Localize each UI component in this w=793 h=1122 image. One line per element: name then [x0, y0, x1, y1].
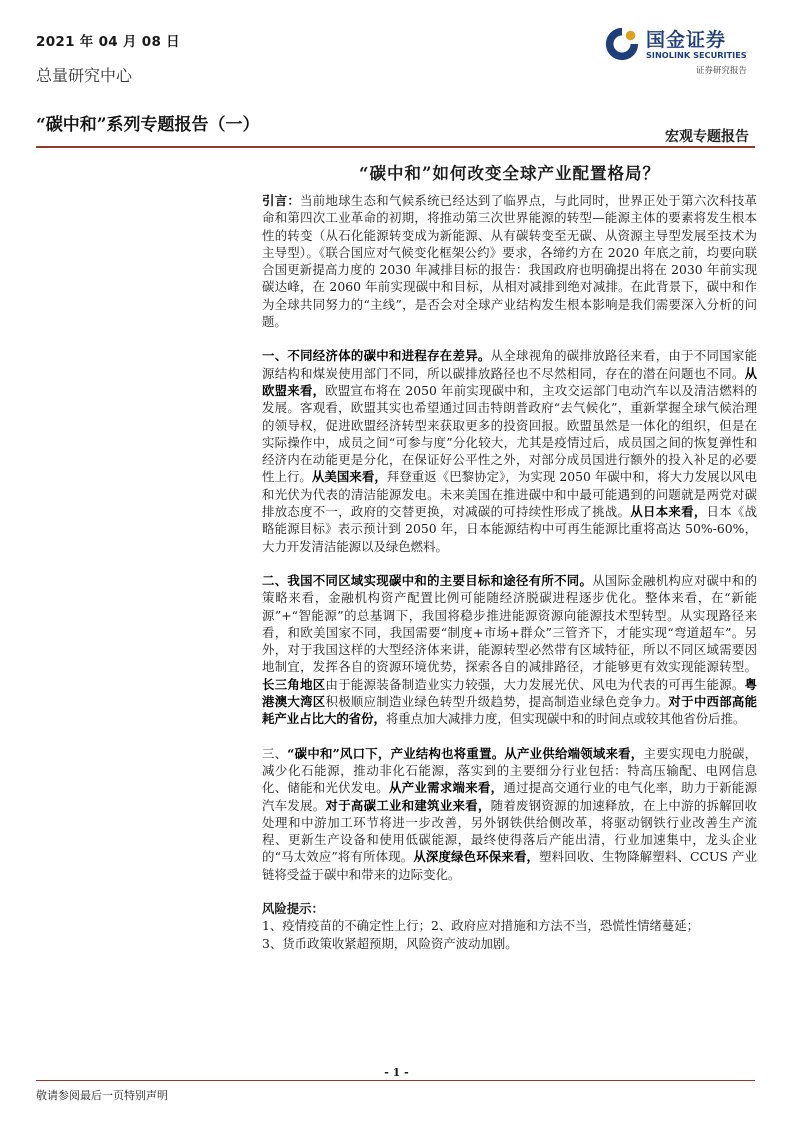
- body-paragraph: [262, 347, 757, 555]
- bold-run: 二、我国不同区域实现碳中和的主要目标和途径有所不同。: [262, 572, 593, 588]
- header-divider: [36, 146, 755, 148]
- body-paragraphs: [262, 192, 757, 883]
- risk-heading: 风险提示：: [262, 900, 324, 916]
- text-run: 由于能源装备制造业实力较强，大力发展光伏、风电为代表的可再生能源。: [325, 676, 745, 692]
- risk-line: 3、货币政策收紧超预期，风险资产波动加剧。: [262, 935, 518, 951]
- text-run: 当前地球生态和气候系统已经达到了临界点，与此同时，世界正处于第六次科技革命和第四次工业革命的初期，将推动第三次世界能源的转型—能源主体的要素将发生根本性的转变（从石化能源转变成为新能源、从有碳转变至无碳、从资源主导型发展至技术为主导型）。《联合国应对气候变化框架公约》要求，各缔约方在 2020 年底之前，均要向联合国更新提高力度的 2030 年减排目标的报告：我国政府也明确提出将在 2030 年前实现碳达峰，在 2060 年前实现碳中和目标，从相对减排到绝对减排。在此背景下，碳中和作为全球共同努力的“主线”，是否会对全球产业结构发生根本影响是我们需要深入分析的问题。: [262, 193, 758, 330]
- logo-subtitle: 证券研究报告: [696, 66, 748, 76]
- text-run: 从国际金融机构应对碳中和的策略来看，金融机构资产配置比例可能随经济脱碳进程逐步优化。整体来看，在“新能源”+“智能源”的总基调下，我国将稳步推进能源资源向能源技术型转型。从实现路径来看，和欧美国家不同，我国需要“制度+市场+群众”三管齐下，才能实现“弯道超车”。另外，对于我国这样的大型经济体来讲，能源转型必然带有区域特征，所以不同区域需要因地制宜，发挥各自的资源环境优势，探索各自的减排路径，才能够更有效实现能源转型。: [262, 572, 758, 675]
- text-run: 主要实现电力脱碳，减少化石能源，推动非化石能源，落实到的主要细分行业包括：特高压输配、电网信息化、储能和光伏发电。: [262, 745, 757, 796]
- body-paragraph: [262, 192, 757, 330]
- bold-run: 从美国来看，: [311, 469, 387, 485]
- bold-run: 从产业需求端来看，: [389, 780, 504, 796]
- text-run: 将重点加大减排力度，但实现碳中和的时间点或较其他省份后推。: [385, 711, 746, 727]
- bold-run: 引言：: [262, 193, 301, 208]
- text-run: 通过提高交通行业的电气化率，助力于新能源汽车发展。: [262, 780, 758, 813]
- department-name: 总量研究中心: [36, 66, 133, 85]
- bold-run: “碳中和”风口下，产业结构也将重置。从产业供给端领域来看，: [287, 745, 644, 761]
- text-run: 随着废钢资源的加速释放，在上中游的拆解回收处理和中游加工环节将进一步改善，另外钢铁供给侧改革，将驱动钢铁行业改善生产流程、更新生产设备和使用低碳能源，最终使得落后产能出清，行业加速集中，龙头企业的“马太效应”将有所体现。: [262, 797, 758, 865]
- bold-run: 从日本来看，: [630, 504, 707, 520]
- text-run: 三、: [262, 745, 288, 761]
- logo-english-name: SINOLINK SECURITIES: [646, 50, 747, 60]
- body-paragraph: [262, 745, 757, 883]
- text-run: 积极顺应制造业绿色转型升级趋势，提高制造业绿色竞争力。: [325, 694, 669, 710]
- logo-chinese-name: 国金证券: [646, 29, 727, 51]
- bold-run: 粤港澳大湾区: [262, 676, 758, 710]
- bold-run: 从深度绿色环保来看，: [413, 849, 540, 865]
- logo-mark-icon: [603, 25, 641, 63]
- risk-line: 1、疫情疫苗的不确定性上行；2、政府应对措施和方法不当，恐慌性情绪蔓延；: [262, 918, 700, 934]
- series-title: “碳中和”系列专题报告（一）: [36, 115, 260, 135]
- body-paragraph: [262, 572, 757, 728]
- company-logo: [603, 25, 755, 75]
- text-run: 日本《战略能源目标》表示预计到 2050 年，日本能源结构中可再生能源比重将高达 50%-60%，大力开发清洁能源以及绿色燃料。: [262, 504, 758, 554]
- bold-run: 对于中西部高能耗产业占比大的省份，: [262, 694, 758, 727]
- bold-run: 一、不同经济体的碳中和进程存在差异。: [262, 348, 491, 364]
- text-run: 从全球视角的碳排放路径来看，由于不同国家能源结构和煤炭使用部门不同，所以碳排放路径也不尽然相同，存在的潜在问题也不同。: [262, 348, 758, 381]
- page-number: - 1 -: [384, 1066, 409, 1079]
- footer-divider: [36, 1080, 755, 1081]
- bold-run: 长三角地区: [262, 676, 326, 692]
- report-type: 宏观专题报告: [665, 129, 749, 145]
- bold-run: 从欧盟来看，: [262, 365, 757, 398]
- disclaimer-link[interactable]: 敬请参阅最后一页特别声明: [36, 1089, 168, 1102]
- document-title: “碳中和”如何改变全球产业配置格局？: [359, 164, 660, 183]
- text-run: 欧盟宣布将在 2050 年前实现碳中和，主攻交运部门电动汽车以及清洁燃料的发展。客观看，欧盟其实也希望通过回击特朗普政府“去气候化”，重新掌握全球气候治理的领导权，促进欧盟经济转型来获取更多的投资回报。欧盟虽然是一体化的组织，但是在实际操作中，成员之间“可参与度”分化较大，尤其是疫情过后，成员国之间的恢复弹性和经济内在动能更是分化，在保证好公平性之外，对部分成员国进行额外的投入补足的必要性上行。: [262, 382, 757, 485]
- report-date: 2021 年 04 月 08 日: [36, 34, 180, 50]
- text-run: 拜登重返《巴黎协定》，为实现 2050 年碳中和，将大力发展以风电和光伏为代表的清洁能源发电。未来美国在推进碳中和中最可能遇到的问题就是两党对碳排放态度不一，政府的交替更换，对减碳的可持续性形成了挑战。: [262, 469, 758, 520]
- text-run: 塑料回收、生物降解塑料、CCUS 产业链将受益于碳中和带来的边际变化。: [262, 849, 757, 882]
- report-body: [262, 192, 757, 952]
- bold-run: 对于高碳工业和建筑业来看，: [325, 797, 491, 813]
